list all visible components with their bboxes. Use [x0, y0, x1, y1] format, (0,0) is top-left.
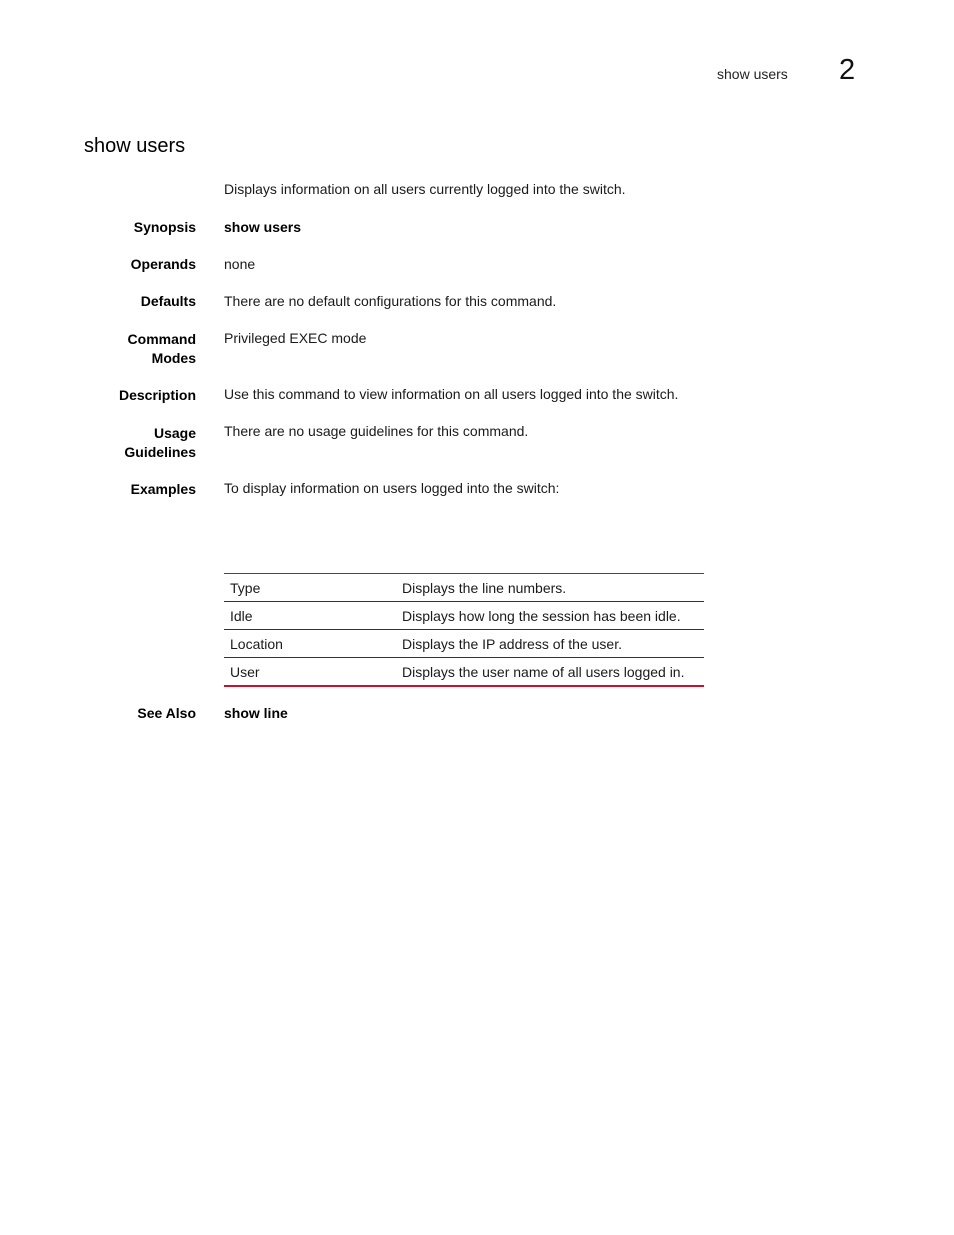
synopsis-value: show users: [224, 219, 302, 235]
command-modes-label-line2: Modes: [151, 350, 196, 366]
table-row: [224, 574, 704, 602]
defaults-label: Defaults: [140, 293, 196, 309]
table-cell-name: User: [224, 658, 396, 687]
usage-guidelines-value: There are no usage guidelines for this command.: [224, 423, 529, 439]
usage-guidelines-label: [124, 424, 196, 462]
defaults-value: There are no default configurations for this command.: [224, 293, 557, 309]
command-modes-value: Privileged EXEC mode: [224, 330, 367, 346]
command-modes-label-line1: Command: [127, 331, 196, 347]
page-title: show users: [84, 135, 186, 157]
table-cell-description: Displays the IP address of the user.: [396, 630, 704, 658]
table-cell-name: Idle: [224, 602, 396, 630]
running-header-title: show users: [717, 66, 788, 82]
operands-value: none: [224, 256, 256, 272]
usage-guidelines-label-line2: Guidelines: [124, 444, 196, 460]
table-row: [224, 658, 704, 687]
table-cell-description: Displays the user name of all users logged in.: [396, 658, 704, 687]
examples-value: To display information on users logged into the switch:: [224, 480, 560, 496]
table-row: [224, 602, 704, 630]
description-value: Use this command to view information on all users logged into the switch.: [224, 386, 679, 402]
command-modes-label: [128, 330, 196, 368]
table-cell-description: Displays how long the session has been idle.: [396, 602, 704, 630]
output-fields-table: [224, 573, 704, 687]
intro-text: Displays information on all users currently logged into the switch.: [224, 181, 626, 197]
synopsis-label: Synopsis: [133, 219, 196, 235]
see-also-label: See Also: [137, 705, 196, 721]
operands-label: Operands: [130, 256, 196, 272]
table-row: [224, 630, 704, 658]
usage-guidelines-label-line1: Usage: [153, 425, 196, 441]
examples-label: Examples: [130, 481, 196, 497]
see-also-link[interactable]: show line: [224, 705, 288, 721]
table-cell-name: Location: [224, 630, 396, 658]
table-cell-description: Displays the line numbers.: [402, 579, 567, 596]
chapter-number: 2: [839, 54, 856, 86]
table-cell-name: Type: [230, 579, 261, 596]
description-label: Description: [118, 387, 196, 403]
